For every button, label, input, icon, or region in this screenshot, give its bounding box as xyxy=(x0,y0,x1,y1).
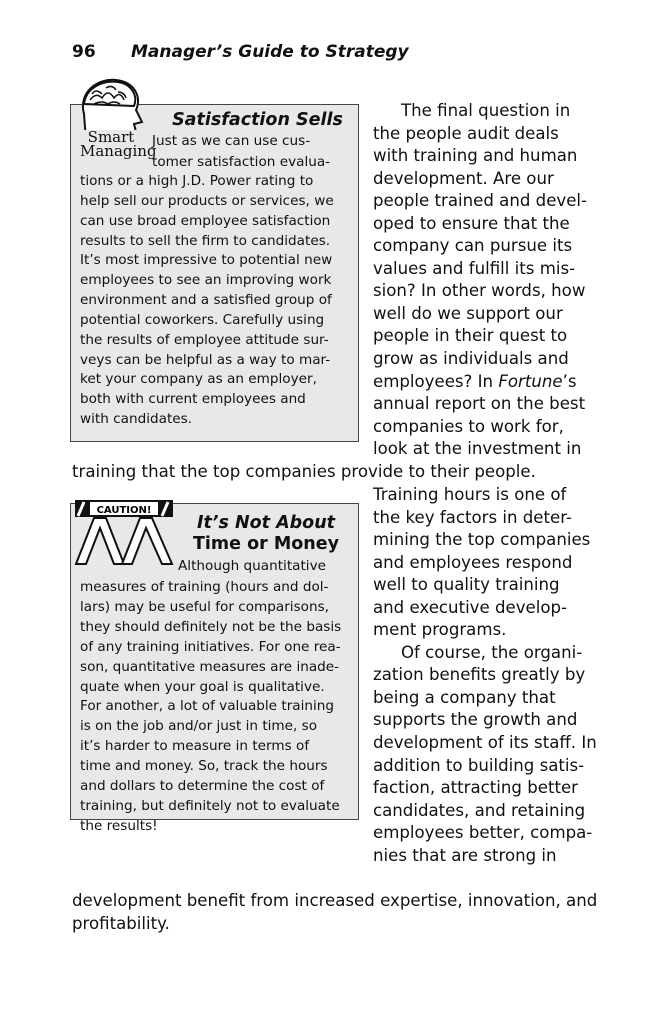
text-line: potential coworkers. Carefully using xyxy=(80,311,325,328)
text-line: candidates, and retaining xyxy=(373,800,586,820)
text-line: Of course, the organi- xyxy=(401,642,583,662)
text-line: grow as individuals and xyxy=(373,349,569,369)
text-line: and dollars to determine the cost of xyxy=(80,778,325,795)
text-line: help sell our products or services, we xyxy=(80,192,334,209)
text-line: and executive develop- xyxy=(373,597,568,617)
text-line: people in their quest to xyxy=(373,326,568,346)
text-line: nies that are strong in xyxy=(373,845,557,865)
body-full-lines xyxy=(72,890,597,935)
text-line: ket your company as an employer, xyxy=(80,371,317,388)
sidebar-indented-text: Although quantitative xyxy=(178,558,326,574)
body-full-line: training that the top companies provide to their people. xyxy=(72,462,536,481)
text-line: lars) may be useful for comparisons, xyxy=(80,598,330,615)
text-line: with candidates. xyxy=(80,411,193,428)
text-line: measures of training (hours and dol- xyxy=(80,579,329,595)
sidebar-title xyxy=(180,513,352,555)
caution-label: CAUTION! xyxy=(96,505,152,516)
icon-label: Managing xyxy=(80,142,157,160)
body-column-2 xyxy=(373,484,597,867)
smart-managing-label xyxy=(80,128,157,160)
text-line: both with current employees and xyxy=(80,391,306,408)
text-line: quate when your goal is qualitative. xyxy=(80,678,325,695)
text-line: addition to building satis- xyxy=(373,755,585,775)
magazine-title: Fortune xyxy=(498,371,563,391)
text-line: the key factors in deter- xyxy=(373,507,572,527)
text-line: faction, attracting better xyxy=(373,778,578,798)
text-line: company can pursue its xyxy=(373,236,573,256)
title-line: Time or Money xyxy=(192,534,340,554)
text-line: Training hours is one of xyxy=(373,485,567,504)
text-line: results to sell the firm to candidates. xyxy=(80,232,331,249)
text-line: supports the growth and xyxy=(373,710,578,730)
text-line: The final question in xyxy=(401,101,571,120)
running-title: Manager’s Guide to Strategy xyxy=(131,42,409,62)
text-line: zation benefits greatly by xyxy=(373,665,586,685)
text-line: sion? In other words, how xyxy=(373,281,586,301)
text-line: tomer satisfaction evalua- xyxy=(152,153,331,170)
text-line: look at the investment in xyxy=(373,439,582,459)
text-run: employees? In xyxy=(373,371,499,391)
text-line: annual report on the best xyxy=(373,394,586,414)
text-line: employees to see an improving work xyxy=(80,272,332,289)
text-line: tions or a high J.D. Power rating to xyxy=(80,173,314,189)
text-line: It’s most impressive to potential new xyxy=(80,252,333,269)
text-line: people trained and devel- xyxy=(373,191,588,211)
text-line: well to quality training xyxy=(373,575,560,595)
sidebar-text xyxy=(80,578,341,837)
text-line: it’s harder to measure in terms of xyxy=(80,738,310,755)
text-line: employees better, compa- xyxy=(373,823,593,843)
text-line: can use broad employee satisfaction xyxy=(80,212,331,229)
text-line: the results! xyxy=(80,817,158,834)
text-line: Just as we can use cus- xyxy=(152,133,311,149)
text-line: companies to work for, xyxy=(373,416,564,436)
body-column-1 xyxy=(373,100,587,461)
icon-label: Smart xyxy=(87,128,135,146)
sidebar-title: Satisfaction Sells xyxy=(172,110,343,130)
text-line: veys can be helpful as a way to mar- xyxy=(80,351,331,368)
text-line: values and fulfill its mis- xyxy=(373,258,576,278)
text-line: development of its staff. In xyxy=(373,733,597,753)
text-line: For another, a lot of valuable training xyxy=(80,698,335,715)
text-line: oped to ensure that the xyxy=(373,213,570,233)
text-line: ment programs. xyxy=(373,620,507,640)
sidebar-text xyxy=(80,172,334,430)
text-line: the people audit deals xyxy=(373,123,559,143)
page-number: 96 xyxy=(72,42,96,62)
text-line: and employees respond xyxy=(373,552,573,572)
text-line: the results of employee attitude sur- xyxy=(80,331,329,348)
sidebar-indented-text xyxy=(152,131,330,172)
caution-sign-icon xyxy=(72,496,176,566)
text-run: ’s xyxy=(562,371,577,391)
text-line: son, quantitative measures are inade- xyxy=(80,658,340,675)
text-line: well do we support our xyxy=(373,303,563,323)
text-line: mining the top companies xyxy=(373,530,591,550)
text-line xyxy=(373,371,587,394)
text-line: training, but definitely not to evaluate xyxy=(80,797,340,814)
text-line: development. Are our xyxy=(373,168,554,188)
title-line: It’s Not About xyxy=(196,513,336,533)
text-line: they should definitely not be the basis xyxy=(80,618,342,635)
text-line: is on the job and/or just in time, so xyxy=(80,718,318,735)
text-line: of any training initiatives. For one rea- xyxy=(80,638,341,655)
text-line: being a company that xyxy=(373,687,556,707)
text-line: environment and a satisfied group of xyxy=(80,292,332,309)
text-line: profitability. xyxy=(72,913,170,933)
text-line: time and money. So, track the hours xyxy=(80,758,328,775)
text-line: with training and human xyxy=(373,146,578,166)
text-line: development benefit from increased expertise, innovation, and xyxy=(72,891,598,910)
